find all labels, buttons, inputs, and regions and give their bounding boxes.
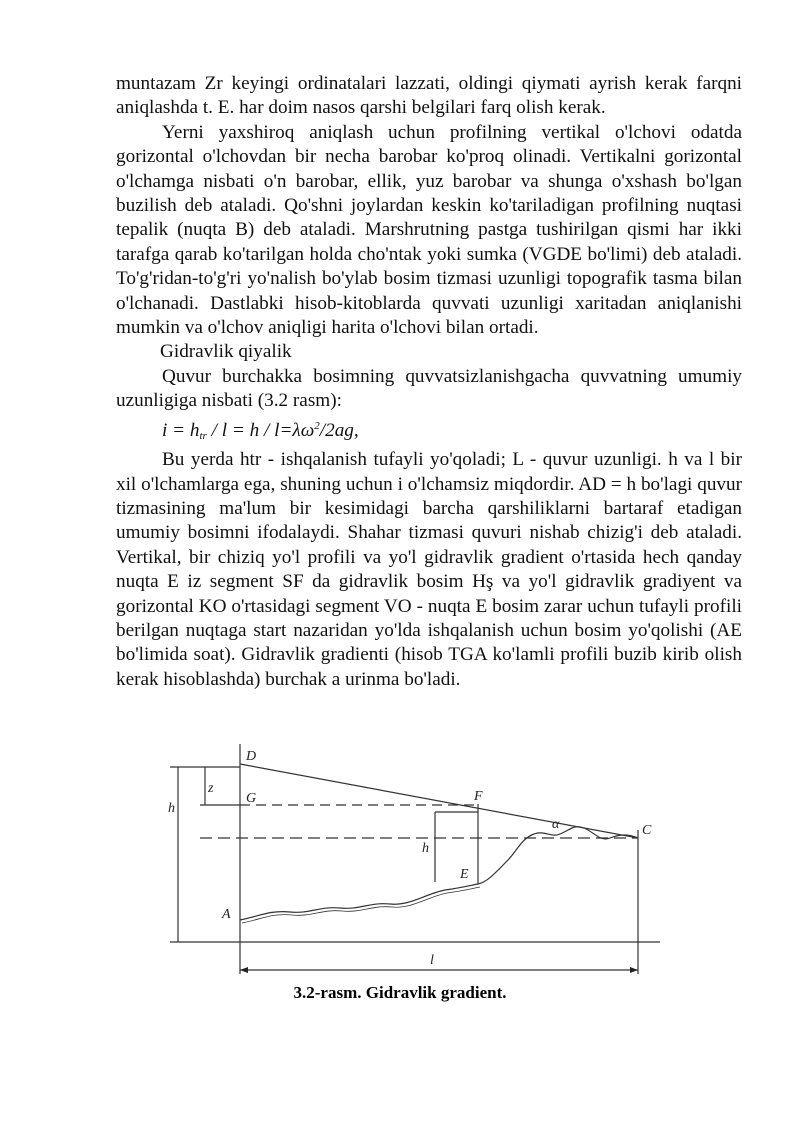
hydraulic-gradient-diagram xyxy=(160,742,660,982)
label-g: G xyxy=(246,791,257,806)
paragraph-1: muntazam Zr keyingi ordinatalari lazzati, oldingi qiymati ayrish kerak farqni aniqlashda t. E. har doim nasos qarshi belgilari farq olish kerak. xyxy=(116,73,742,119)
formula-part-a: i = h xyxy=(162,419,200,441)
formula-part-c: /2ag, xyxy=(319,419,359,441)
label-hr: h xyxy=(422,841,429,856)
formula xyxy=(116,414,742,448)
formula-sub: tr xyxy=(199,429,207,442)
ground-profile xyxy=(240,827,638,920)
label-d: D xyxy=(246,749,257,764)
paragraph-2: Yerni yaxshiroq aniqlash uchun profilning vertikal o'lchovi odatda gorizontal o'lchovdan bir necha barobar ko'proq olinadi. Vertikalni gorizontal o'lchamga nisbati o'n barobar, ellik, yuz barobar va shunga o'xshash bo'lgan buzilish deb ataladi. Qo'shni joylardan keskin ko'tariladigan profilning nuqtasi tepalik (nuqta B) deb ataladi. Marshrutning pastga tushirilgan qismi har ikki tarafga qarab ko'tarilgan holda cho'ntak yoki sumka (VGDE bo'limi) deb ataladi. To'g'ridan-to'g'ri yo'nalish bo'ylab bosim tizmasi uzunligi topografik tasma bilan o'lchanadi. Dastlabki hisob-kitoblarda quvvati uzunligi xaritadan aniqlanishi mumkin va o'lchov aniqligi harita o'lchovi bilan ortadi. xyxy=(116,121,742,339)
label-z: z xyxy=(208,781,214,796)
label-alpha: α xyxy=(552,817,560,832)
label-c: C xyxy=(642,823,652,838)
label-l: l xyxy=(430,953,434,968)
formula-part-b: / l = h / l=λω xyxy=(206,419,315,441)
figure-caption: 3.2-rasm. Gidravlik gradient. xyxy=(293,983,507,1002)
document-body xyxy=(116,72,742,692)
paragraph-3: Quvur burchakka bosimning quvvatsizlanishgacha quvvatning umumiy uzunligiga nisbati (3.2 rasm): xyxy=(116,365,742,412)
section-heading: Gidravlik qiyalik xyxy=(160,341,292,363)
paragraph-4: Bu yerda htr - ishqalanish tufayli yo'qoladi; L - quvur uzunligi. h va l bir xil o'lchamlarga ega, shuning uchun i o'lchamsiz miqdordir. AD = h bo'lagi quvur tizmasining ma'lum bir kesimidagi barcha qarshiliklarni bartaraf etadigan umumiy bosimni ifodalaydi. Shahar tizmasi quvuri nishab chizig'i deb ataladi. Vertikal, bir chiziq yo'l profili va yo'l gidravlik gradient o'rtasida hech qanday nuqta E iz segment SF da gidravlik bosim Hş va yo'l gidravlik gradiyent va gorizontal KO o'rtasidagi segment VO - nuqta E bosim zarar uchun tufayli profili berilgan nuqtaga start nazaridan yo'lda ishqalanish uchun bosim yo'qolishi (AE bo'limida soat). Gidravlik gradienti (hisob TGA ko'lamli profili buzib kirib olish kerak hisoblashda) burchak a urinma bo'ladi. xyxy=(116,449,742,690)
ground-profile-shade xyxy=(242,887,480,923)
label-e: E xyxy=(460,867,469,882)
label-h: h xyxy=(168,801,175,816)
arrow-l-right xyxy=(630,967,638,973)
label-f: F xyxy=(474,789,483,804)
arrow-l-left xyxy=(240,967,248,973)
label-a: A xyxy=(222,907,231,922)
formula-sup: 2 xyxy=(314,419,320,432)
